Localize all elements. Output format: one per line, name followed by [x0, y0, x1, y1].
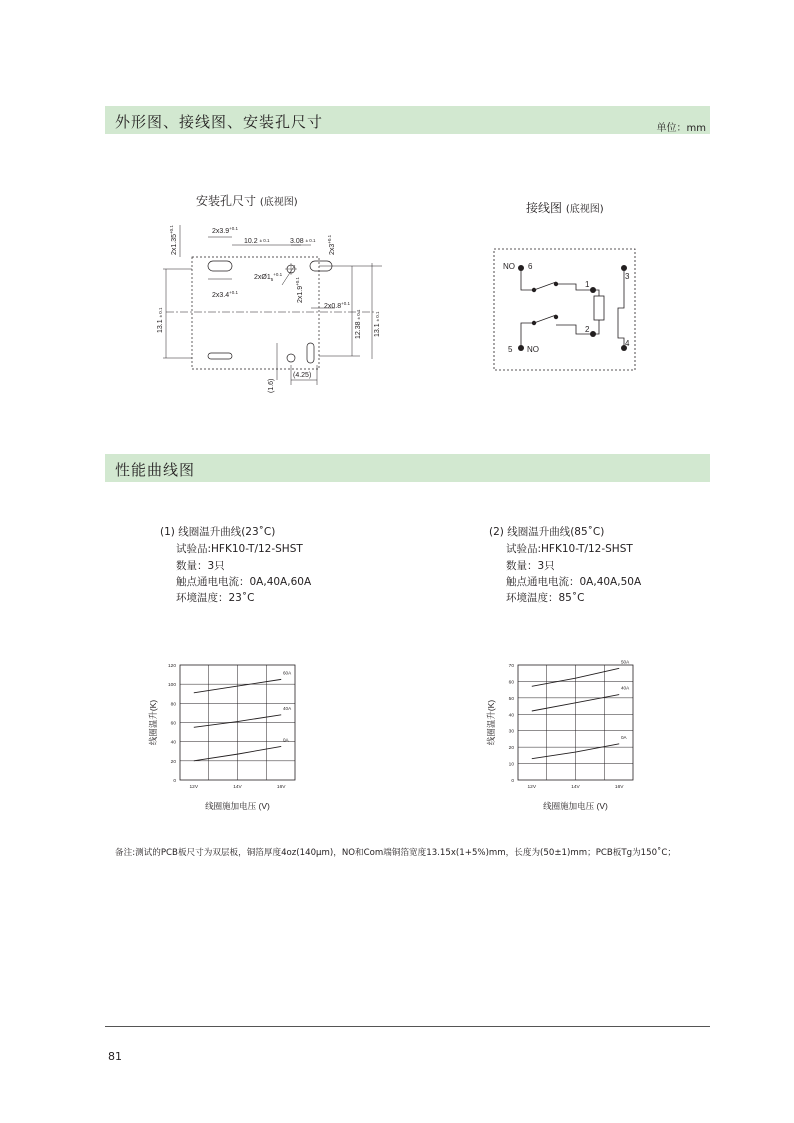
dim-d11-tol: ± 0.1 — [356, 309, 361, 320]
y-tick-label: 100 — [167, 683, 176, 689]
section-header-outline — [105, 106, 710, 134]
terminal-1 — [590, 287, 596, 293]
terminal-5 — [518, 345, 524, 351]
round-hole — [287, 354, 295, 362]
y-tick-label: 80 — [170, 702, 176, 708]
y-tick-label: 40 — [508, 713, 514, 719]
relay-outline — [494, 249, 635, 370]
contact-node — [532, 321, 536, 325]
curve-ambient: 环境温度：85˚C — [506, 592, 585, 604]
y-axis-label: 线圈温升(K) — [486, 699, 496, 746]
mount-caption-sub: (底视图) — [259, 197, 298, 208]
dim-d2-tol: ± 0.1 — [259, 238, 270, 243]
dim-d8: 2x1.9 — [297, 285, 304, 303]
label-no-bottom: NO — [527, 345, 539, 354]
section-header-curves — [105, 454, 710, 482]
dim-d10: 13.1 — [157, 319, 164, 333]
series-label-0A: 0A — [283, 737, 289, 743]
contact-node — [532, 288, 536, 292]
series-label-0A: 0A — [621, 734, 627, 740]
temp-rise-chart-23c — [140, 655, 340, 820]
label-pin-2: 2 — [585, 325, 590, 334]
y-tick-label: 30 — [508, 729, 514, 735]
dim-d9-tol: +0.1 — [341, 301, 351, 306]
y-tick-label: 60 — [170, 721, 176, 727]
contact-node — [554, 282, 558, 286]
y-tick-label: 40 — [170, 740, 176, 746]
x-tick-label: 12V — [527, 785, 537, 790]
dim-d12-tol: ± 0.1 — [375, 311, 380, 322]
terminal-3 — [621, 265, 627, 271]
slot-hole — [208, 353, 232, 359]
dim-d9: 2x0.8 — [324, 303, 342, 310]
dim-d7: 2x3.4 — [212, 292, 230, 299]
footnote: 备注:测试的PCB板尺寸为双层板，铜箔厚度4oz(140μm)，NO和Com端铜箔宽度13.15x(1+5%)mm，长度为(50±1)mm；PCB板Tg为150˚C； — [115, 848, 676, 858]
mount-caption-text: 安装孔尺寸 — [196, 194, 257, 208]
label-pin-1: 1 — [585, 280, 590, 289]
svg-text:13.1 ± 0.1 — [157, 307, 164, 333]
wiring-caption-text: 接线图 — [526, 201, 563, 215]
svg-text:13.1 ± 0.1 — [374, 311, 381, 337]
curve-sample: 试验品:HFK10-T/12-SHST — [176, 543, 303, 555]
dim-d13: (1.6) — [268, 378, 275, 393]
dim-d6-tol: +0.1 — [273, 272, 283, 277]
y-tick-label: 20 — [508, 746, 514, 752]
svg-text:10.2 ± 0.1 — [244, 238, 270, 245]
label-pin-4: 4 — [625, 339, 630, 348]
dim-d11: 12.38 — [355, 321, 362, 339]
dim-d3: 3.08 — [290, 238, 304, 245]
mount-caption — [196, 192, 298, 209]
y-tick-label: 50 — [508, 696, 514, 702]
y-tick-label: 10 — [508, 762, 514, 768]
wiring-diagram — [490, 245, 640, 375]
curve-ambient: 环境温度：23˚C — [176, 592, 255, 604]
curve-quantity: 数量：3只 — [176, 560, 225, 572]
svg-text:2x1.9+0.1 — [295, 276, 304, 303]
curve-current: 触点通电电流：0A,40A,50A — [506, 576, 642, 588]
x-axis-label: 线圈施加电压 (V) — [543, 801, 608, 811]
dim-d7-tol: +0.1 — [229, 290, 239, 295]
section-title: 性能曲线图 — [115, 461, 196, 479]
x-tick-label: 12V — [189, 785, 199, 790]
contact-upper — [534, 282, 556, 290]
label-pin-3: 3 — [625, 272, 630, 281]
curve-sample: 试验品:HFK10-T/12-SHST — [506, 543, 633, 555]
label-no-top: NO — [503, 262, 515, 271]
dim-d1: 2x3.9 — [212, 228, 230, 235]
y-tick-label: 60 — [508, 680, 514, 686]
dim-d5-tol: +0.1 — [169, 225, 174, 234]
dim-d3-tol: ± 0.1 — [305, 238, 316, 243]
series-label-40A: 40A — [621, 685, 630, 691]
dim-d12: 13.1 — [374, 323, 381, 337]
series-label-60A: 60A — [283, 670, 292, 676]
curve-quantity: 数量：3只 — [506, 560, 555, 572]
svg-text:12.38 ± 0.1 — [355, 309, 362, 339]
x-tick-label: 16V — [276, 785, 286, 790]
svg-text:2x0.8+0.1 — [324, 301, 351, 310]
curve-heading: (1) 线圈温升曲线(23˚C) — [160, 526, 276, 538]
y-tick-label: 20 — [170, 759, 176, 765]
dim-d10-tol: ± 0.1 — [158, 307, 163, 318]
dim-d4: 2x3 — [329, 243, 336, 255]
x-axis-label: 线圈施加电压 (V) — [205, 801, 270, 811]
y-tick-label: 70 — [508, 664, 514, 669]
svg-text:2x1.35+0.1 — [169, 225, 178, 255]
temp-rise-chart-85c — [478, 655, 678, 820]
terminal-2 — [590, 331, 596, 337]
wiring-caption — [526, 199, 604, 216]
terminal-6 — [518, 265, 524, 271]
y-tick-label: 0 — [511, 779, 514, 784]
contact-lower — [534, 315, 556, 323]
series-label-50A: 50A — [621, 659, 630, 665]
series-label-40A: 40A — [283, 705, 292, 711]
dim-d1-tol: +0.1 — [229, 226, 239, 231]
wiring-caption-sub: (底视图) — [565, 204, 604, 215]
curve-heading: (2) 线圈温升曲线(85˚C) — [489, 526, 605, 538]
label-pin-6: 6 — [528, 262, 533, 271]
x-tick-label: 14V — [571, 785, 580, 790]
dim-d5: 2x1.35 — [171, 233, 178, 255]
page-number: 81 — [108, 1050, 122, 1063]
contact-node — [554, 315, 558, 319]
x-tick-label: 16V — [614, 785, 624, 790]
coil-symbol — [594, 296, 604, 320]
svg-text:2xØ15+0.1 — [254, 272, 283, 282]
y-axis-label: 线圈温升(K) — [148, 699, 158, 746]
dim-d6: 2xØ1 — [254, 274, 271, 281]
slot-hole — [208, 261, 232, 271]
dim-d2: 10.2 — [244, 238, 258, 245]
y-tick-label: 120 — [167, 664, 176, 669]
x-tick-label: 14V — [233, 785, 242, 790]
svg-text:2x3.4+0.1 — [212, 290, 239, 299]
dim-d8-tol: +0.1 — [295, 276, 300, 286]
label-pin-5: 5 — [508, 345, 513, 354]
slot-hole — [307, 343, 314, 363]
footer-rule — [105, 1026, 710, 1027]
svg-text:3.08 ± 0.1 — [290, 238, 316, 245]
section-title: 外形图、接线图、安装孔尺寸 — [115, 113, 324, 131]
curve-current: 触点通电电流：0A,40A,60A — [176, 576, 312, 588]
dim-d4-tol: +0.1 — [327, 234, 332, 244]
unit-label: 单位：mm — [656, 123, 706, 134]
y-tick-label: 0 — [173, 779, 176, 784]
mounting-hole-drawing — [150, 215, 390, 400]
svg-text:2x3.9+0.1 — [212, 226, 239, 235]
dim-d6-sub: 5 — [270, 277, 274, 282]
dim-d14: (4.25) — [293, 372, 312, 379]
svg-text:2x3+0.1 — [327, 234, 336, 255]
